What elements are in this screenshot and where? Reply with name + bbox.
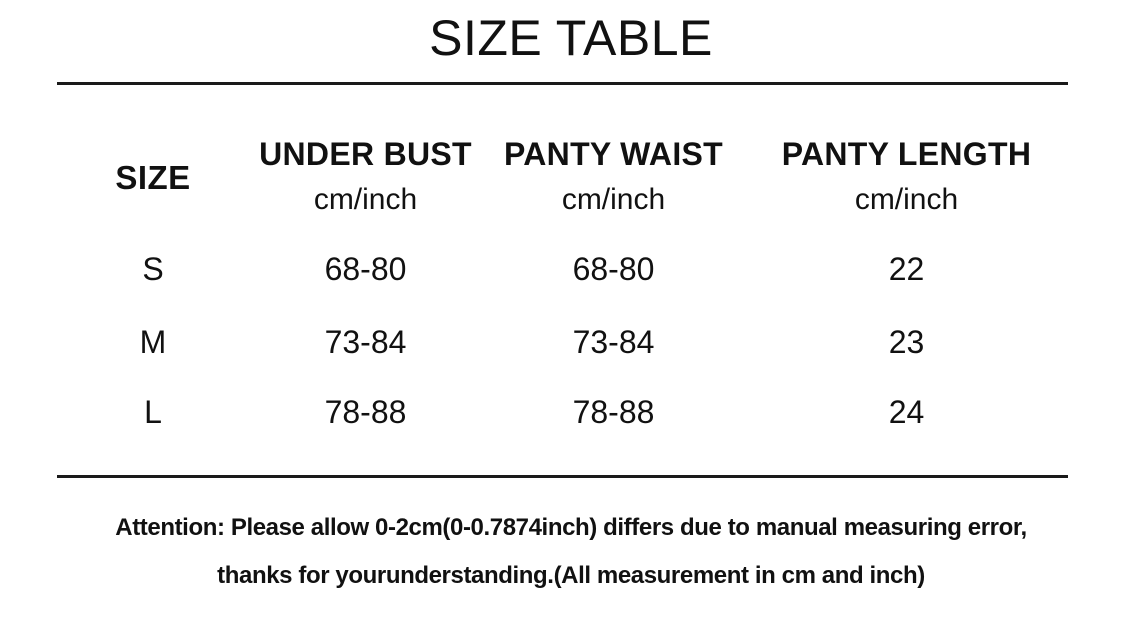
panty-length-value: 22 — [888, 251, 925, 287]
size-value: S — [142, 251, 164, 287]
column-header-under-bust — [249, 132, 482, 224]
attention-note-line1: Attention: Please allow 0-2cm(0-0.7874inch) differs due to manual measuring error, — [115, 514, 1027, 541]
under-bust-value: 73-84 — [324, 324, 407, 360]
under-bust-value: 68-80 — [324, 251, 407, 287]
page-title: SIZE TABLE — [429, 10, 713, 66]
column-label-panty-length: PANTY LENGTH — [781, 136, 1032, 172]
size-value: M — [139, 324, 167, 360]
panty-waist-value: 68-80 — [572, 251, 655, 287]
top-divider — [57, 82, 1068, 85]
bottom-divider — [57, 475, 1068, 478]
panty-length-value: 23 — [888, 324, 925, 360]
column-label-panty-waist: PANTY WAIST — [503, 136, 724, 172]
table-header-row — [57, 132, 1068, 224]
panty-length-value: 24 — [888, 394, 925, 430]
column-header-panty-length — [745, 132, 1068, 224]
column-header-panty-waist — [482, 132, 745, 224]
under-bust-value: 78-88 — [324, 394, 407, 430]
size-value: L — [144, 394, 162, 430]
table-row-l — [57, 394, 1068, 430]
table-row-m — [57, 324, 1068, 360]
column-unit-panty-length: cm/inch — [854, 183, 959, 216]
column-label-under-bust: UNDER BUST — [259, 136, 472, 172]
column-header-size: SIZE — [115, 159, 191, 196]
attention-note-line2: thanks for yourunderstanding.(All measurement in cm and inch) — [217, 562, 925, 589]
panty-waist-value: 78-88 — [572, 394, 655, 430]
panty-waist-value: 73-84 — [572, 324, 655, 360]
column-unit-under-bust: cm/inch — [313, 183, 418, 216]
table-row-s — [57, 251, 1068, 287]
column-unit-panty-waist: cm/inch — [561, 183, 666, 216]
